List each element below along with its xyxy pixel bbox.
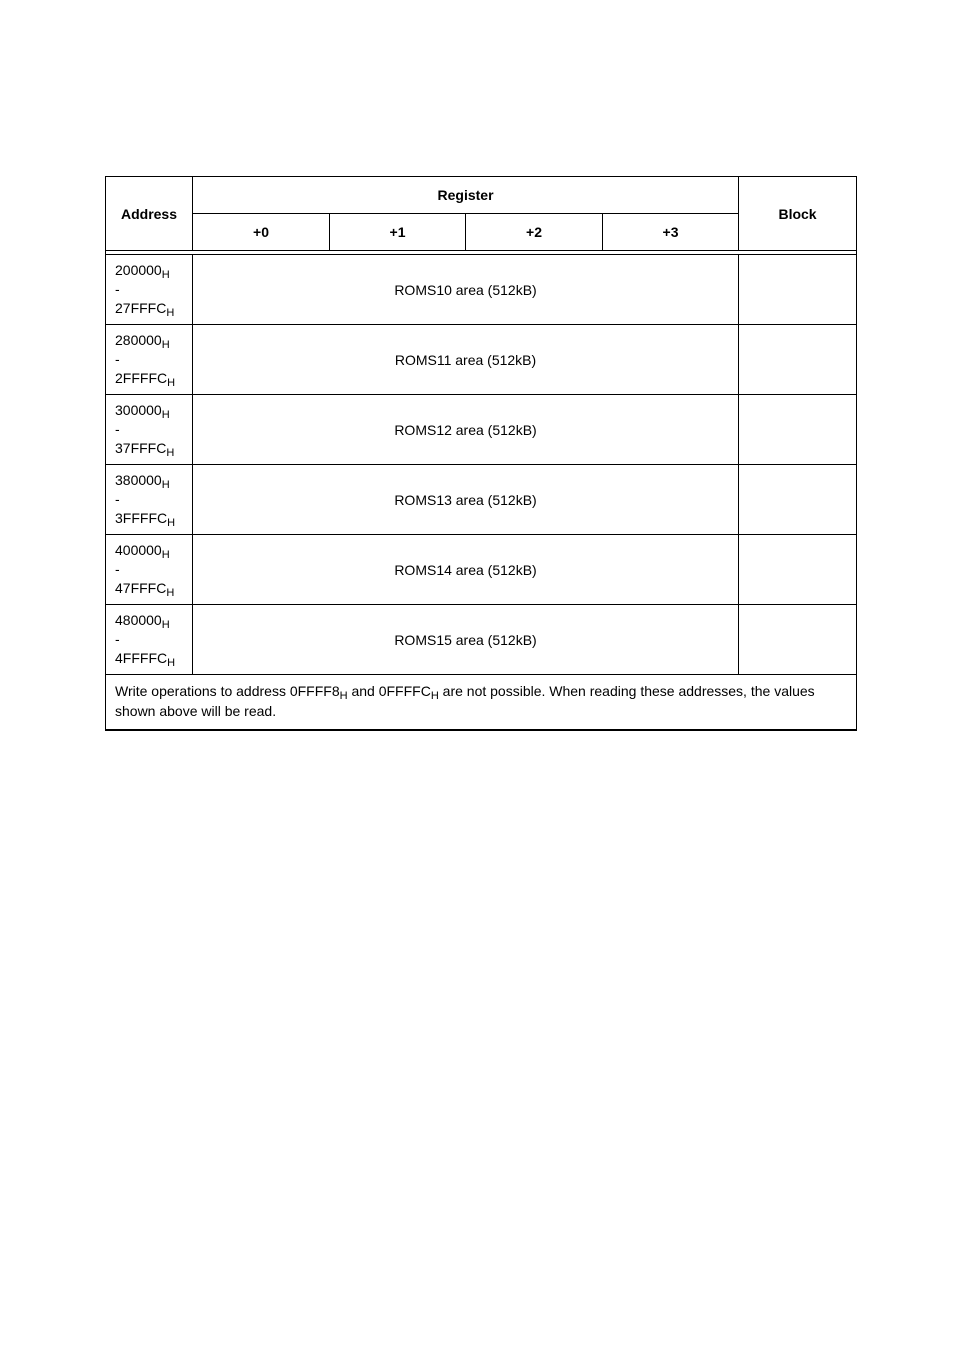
- area-cell: ROMS14 area (512kB): [193, 535, 739, 605]
- address-cell: $380000_H$ - $3FFFFC_H$: [106, 465, 193, 535]
- header-offset-3: +3: [603, 214, 739, 251]
- table-row: [106, 325, 857, 395]
- header-offset-1: +1: [330, 214, 466, 251]
- register-map-table: [105, 176, 857, 731]
- area-cell: ROMS11 area (512kB): [193, 325, 739, 395]
- note-row: [106, 675, 857, 731]
- address-cell: $400000_H$ - $47FFFC_H$: [106, 535, 193, 605]
- header-block: Block: [739, 177, 857, 251]
- header-offset-2: +2: [466, 214, 603, 251]
- table-row: [106, 395, 857, 465]
- block-cell: [739, 465, 857, 535]
- area-cell: ROMS12 area (512kB): [193, 395, 739, 465]
- header-register: Register: [193, 177, 739, 214]
- address-cell: $200000_H$ - $27FFFC_H$: [106, 255, 193, 325]
- block-cell: [739, 535, 857, 605]
- block-cell: [739, 395, 857, 465]
- table-row: [106, 535, 857, 605]
- area-cell: ROMS15 area (512kB): [193, 605, 739, 675]
- table-row: [106, 255, 857, 325]
- header-offset-0: +0: [193, 214, 330, 251]
- block-cell: [739, 605, 857, 675]
- address-cell: $480000_H$ - $4FFFFC_H$: [106, 605, 193, 675]
- table-row: [106, 605, 857, 675]
- address-cell: $280000_H$ - $2FFFFC_H$: [106, 325, 193, 395]
- block-cell: [739, 255, 857, 325]
- note-cell: Write operations to address $0FFFF8_H$ and $0FFFFC_H$ are not possible. When reading these addresses, the values shown above will be read.: [106, 675, 857, 731]
- block-cell: [739, 325, 857, 395]
- header-address: Address: [106, 177, 193, 251]
- area-cell: ROMS10 area (512kB): [193, 255, 739, 325]
- area-cell: ROMS13 area (512kB): [193, 465, 739, 535]
- address-cell: $300000_H$ - $37FFFC_H$: [106, 395, 193, 465]
- table-row: [106, 465, 857, 535]
